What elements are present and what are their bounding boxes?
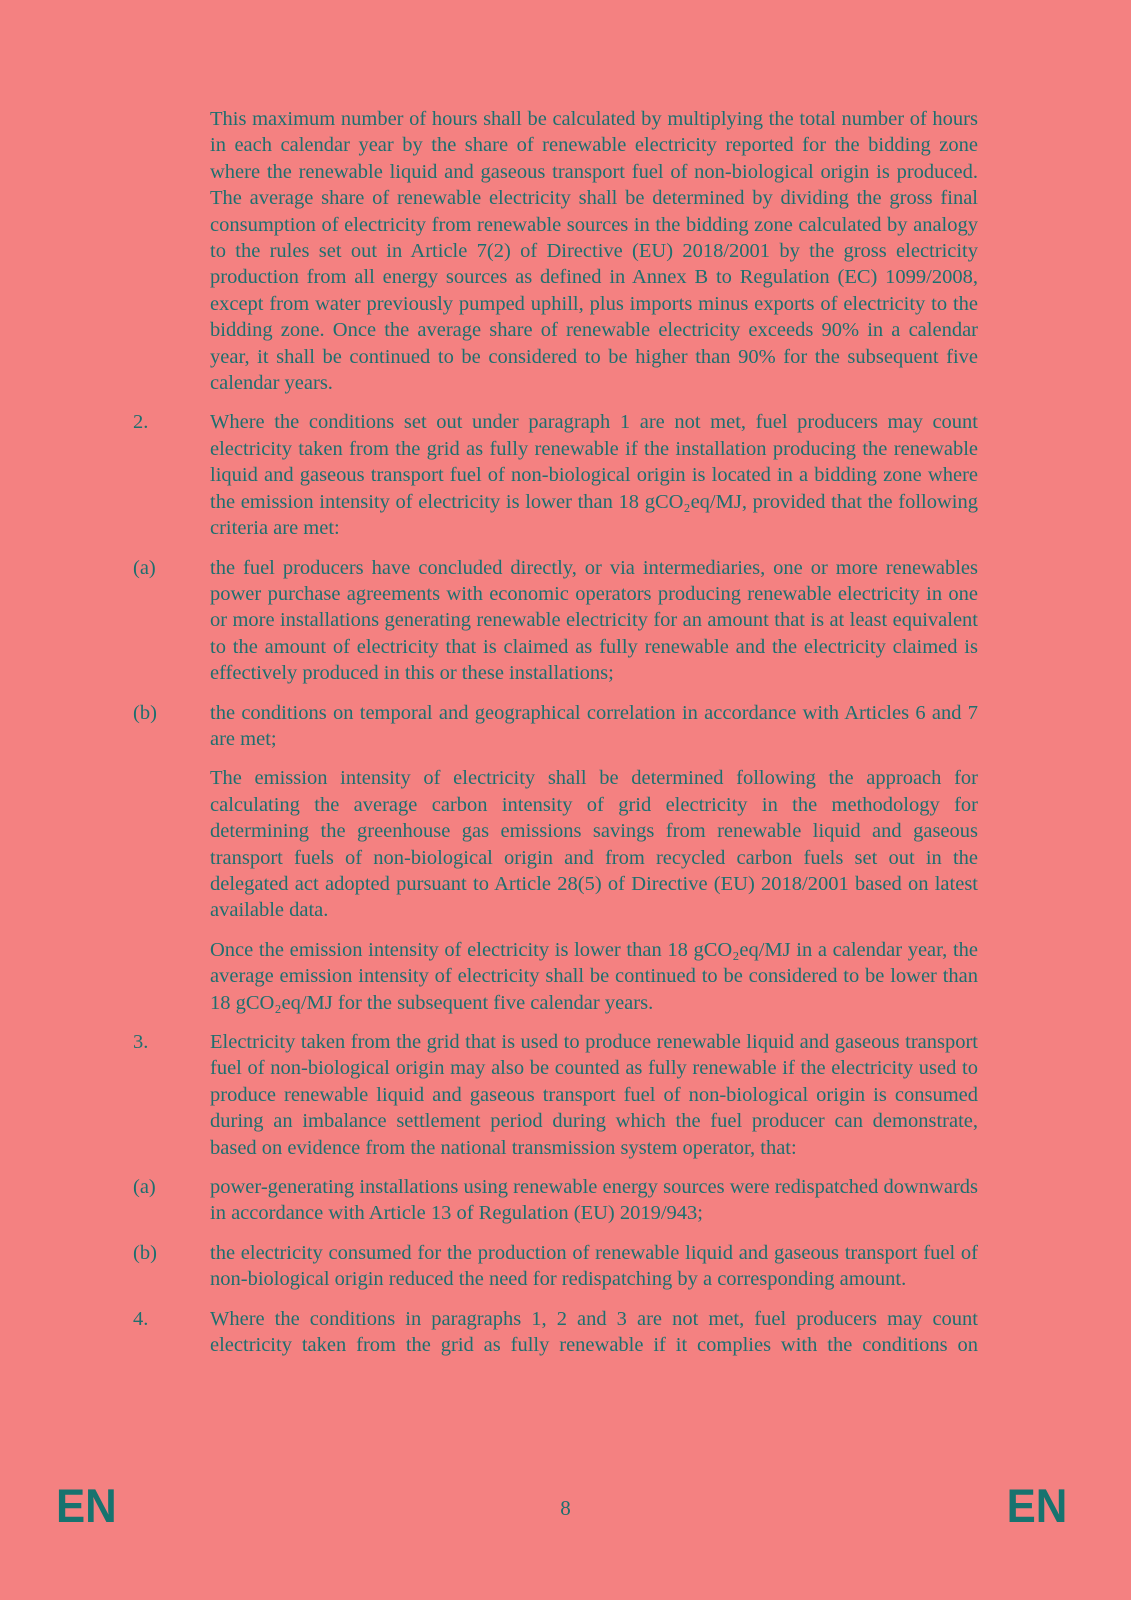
paragraph [133, 106, 978, 396]
paragraph [133, 937, 978, 1016]
paragraph [133, 409, 978, 541]
paragraph-label: (a) [133, 556, 156, 579]
paragraph-text: Electricity taken from the grid that is used to produce renewable liquid and gaseous transport fuel of non-biological origin may also be counted as fully renewable if the electricity used to produce renewable liquid and gaseous transport fuel of non-biological origin is consumed during an imbalance settlement period during which the fuel producer can demonstrate, based on evidence from the national transmission system operator, that: [210, 1031, 978, 1159]
paragraph-text: This maximum number of hours shall be calculated by multiplying the total number of hours in each calendar year by the share of renewable electricity reported for the bidding zone where the renewable liquid and gaseous transport fuel of non-biological origin is produced. The average share of renewable electricity shall be determined by dividing the gross final consumption of electricity from renewable sources in the bidding zone calculated by analogy to the rules set out in Article 7(2) of Directive (EU) 2018/2001 by the gross electricity production from all energy sources as defined in Annex B to Regulation (EC) 1099/2008, except from water previously pumped uphill, plus imports minus exports of electricity to the bidding zone. Once the average share of renewable electricity exceeds 90% in a calendar year, it shall be continued to be considered to be higher than 90% for the subsequent five calendar years. [210, 108, 978, 395]
paragraph-label: 2. [133, 411, 149, 434]
paragraph-label: (a) [133, 1176, 156, 1199]
lang-marker-left: EN [56, 1479, 117, 1532]
paragraph-text: Where the conditions in paragraphs 1, 2 and 3 are not met, fuel producers may count electricity taken from the grid as fully renewable if it complies with the conditions on [210, 1307, 978, 1357]
paragraph-text: Once the emission intensity of electricity is lower than 18 gCO₂eq/MJ in a calendar year, the average emission intensity of electricity shall be continued to be considered to be lower than 18 gCO₂eq/MJ for the subsequent five calendar years. [210, 938, 978, 1014]
paragraph-text: the fuel producers have concluded directly, or via intermediaries, one or more renewables power purchase agreements with economic operators producing renewable electricity in one or more installations generating renewable electricity for an amount that is at least equivalent to the amount of electricity that is claimed as fully renewable and the electricity claimed is effectively produced in this or these installations; [210, 556, 978, 685]
paragraph-label [133, 106, 210, 396]
paragraph-label: (b) [133, 701, 157, 724]
paragraph [133, 1306, 978, 1359]
paragraph-text: The emission intensity of electricity shall be determined following the approach for calculating the average carbon intensity of grid electricity in the methodology for determining the greenhouse gas emissions savings from renewable liquid and gaseous transport fuels of non-biological origin and from recycled carbon fuels set out in the delegated act adopted pursuant to Article 28(5) of Directive (EU) 2018/2001 based on latest available data. [210, 767, 978, 922]
paragraph-text: Where the conditions set out under paragraph 1 are not met, fuel producers may count electricity taken from the grid as fully renewable if the installation producing the renewable liquid and gaseous transport fuel of non-biological origin is located in a bidding zone where the emission intensity of electricity is lower than 18 gCO₂eq/MJ, provided that the following criteria are met: [210, 411, 978, 540]
page-number: 8 [560, 1496, 571, 1520]
paragraph-label: 3. [133, 1031, 149, 1053]
paragraph [133, 700, 978, 753]
paragraph-label [133, 937, 210, 1016]
paragraph [133, 555, 978, 687]
paragraph [133, 765, 978, 923]
paragraph-label: (b) [133, 1241, 157, 1264]
paragraph [133, 1029, 978, 1161]
paragraph [133, 1174, 978, 1227]
lang-marker-right: EN [1006, 1479, 1067, 1532]
paragraph-text: the electricity consumed for the production of renewable liquid and gaseous transport fuel of non-biological origin reduced the need for redispatching by a corresponding amount. [210, 1241, 978, 1291]
document-body [133, 106, 978, 1371]
paragraph-label [133, 765, 210, 923]
paragraph [133, 1240, 978, 1293]
paragraph-text: the conditions on temporal and geographical correlation in accordance with Articles 6 and 7 are met; [210, 701, 978, 750]
paragraph-label: 4. [133, 1307, 149, 1330]
paragraph-text: power-generating installations using renewable energy sources were redispatched downwards in accordance with Article 13 of Regulation (EU) 2019/943; [210, 1176, 978, 1225]
